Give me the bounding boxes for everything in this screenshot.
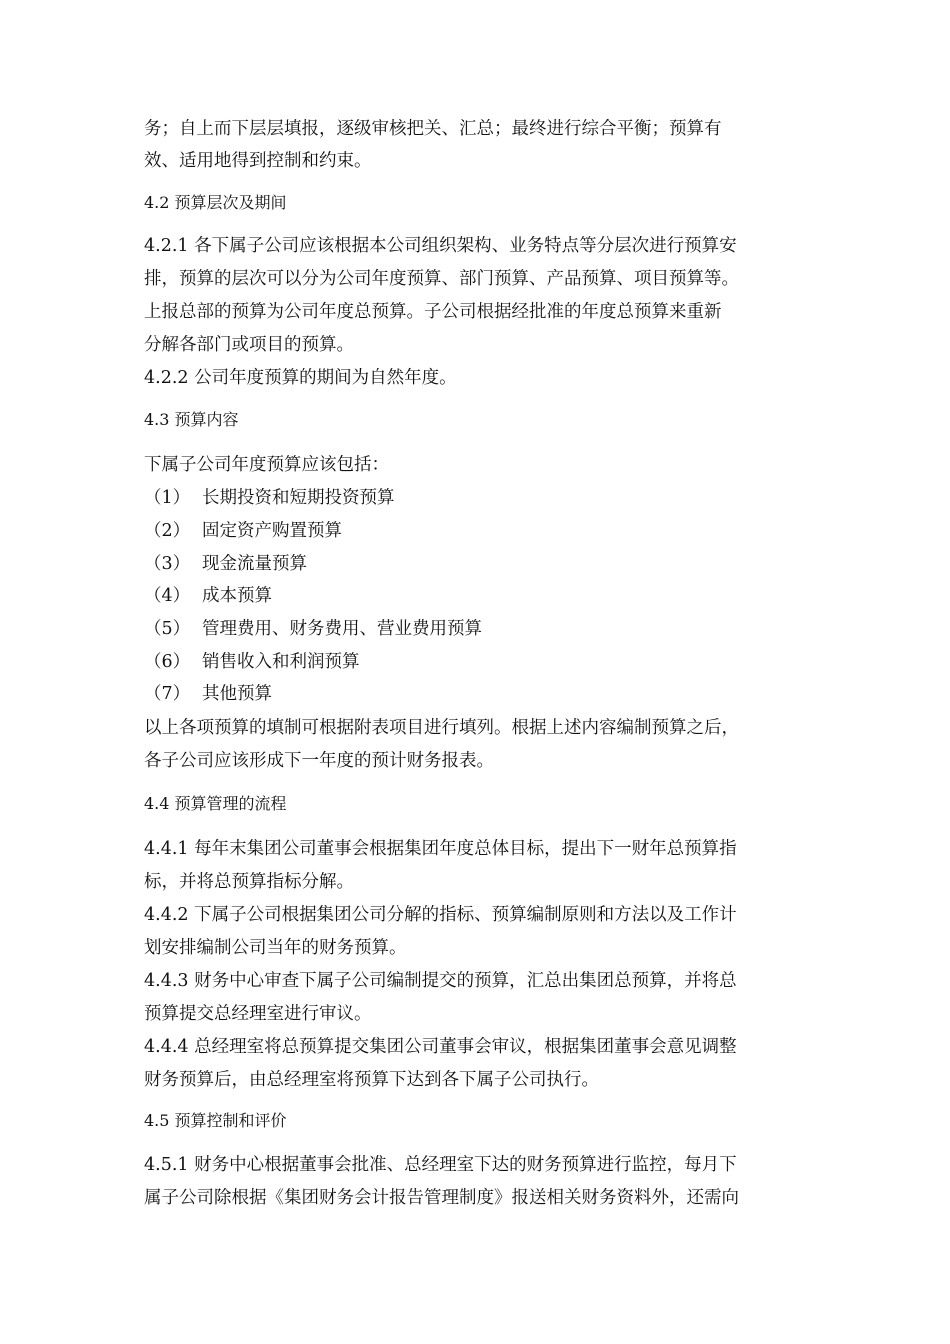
list-text: 销售收入和利润预算 [202, 652, 360, 672]
paragraph-line: 上报总部的预算为公司年度总预算。子公司根据经批准的年度总预算来重新 [144, 302, 722, 322]
list-text: 固定资产购置预算 [202, 521, 342, 541]
paragraph-line: 4.4.4 总经理室将总预算提交集团公司董事会审议，根据集团董事会意见调整 [144, 1037, 737, 1057]
list-item [144, 650, 814, 674]
list-number: （6） [144, 652, 191, 672]
paragraph-line: 4.2.2 公司年度预算的期间为自然年度。 [144, 368, 457, 388]
paragraph-line: 划安排编制公司当年的财务预算。 [144, 938, 407, 958]
list-item [144, 519, 814, 543]
paragraph-line: 4.5.1 财务中心根据董事会批准、总经理室下达的财务预算进行监控，每月下 [144, 1155, 737, 1175]
paragraph-line: 4.4.3 财务中心审查下属子公司编制提交的预算，汇总出集团总预算，并将总 [144, 971, 737, 991]
list-item [144, 486, 814, 510]
section-heading-4-4: 4.4 预算管理的流程 [144, 794, 287, 813]
section-heading-4-5: 4.5 预算控制和评价 [144, 1111, 287, 1130]
list-text: 现金流量预算 [202, 554, 307, 574]
paragraph-line: 4.4.2 下属子公司根据集团公司分解的指标、预算编制原则和方法以及工作计 [144, 905, 737, 925]
paragraph-line: 预算提交总经理室进行审议。 [144, 1004, 372, 1024]
list-item [144, 682, 814, 706]
paragraph-line: 标，并将总预算指标分解。 [144, 872, 354, 892]
section-heading-4-2: 4.2 预算层次及期间 [144, 193, 287, 212]
list-text: 其他预算 [202, 684, 272, 704]
list-text: 长期投资和短期投资预算 [202, 488, 395, 508]
paragraph-line: 务；自上而下层层填报，逐级审核把关、汇总；最终进行综合平衡；预算有 [144, 119, 722, 139]
paragraph-line: 下属子公司年度预算应该包括： [144, 455, 389, 475]
list-number: （3） [144, 554, 191, 574]
section-heading-4-3: 4.3 预算内容 [144, 410, 239, 429]
list-item [144, 552, 814, 576]
list-item [144, 617, 814, 641]
paragraph-line: 财务预算后，由总经理室将预算下达到各下属子公司执行。 [144, 1070, 599, 1090]
list-number: （2） [144, 521, 191, 541]
paragraph-line: 4.4.1 每年末集团公司董事会根据集团年度总体目标，提出下一财年总预算指 [144, 839, 737, 859]
list-item [144, 584, 814, 608]
paragraph-line: 属子公司除根据《集团财务会计报告管理制度》报送相关财务资料外，还需向 [144, 1188, 739, 1208]
paragraph-line: 分解各部门或项目的预算。 [144, 335, 354, 355]
list-number: （4） [144, 586, 191, 606]
list-number: （7） [144, 684, 191, 704]
paragraph-line: 4.2.1 各下属子公司应该根据本公司组织架构、业务特点等分层次进行预算安 [144, 236, 737, 256]
list-number: （1） [144, 488, 191, 508]
paragraph-line: 各子公司应该形成下一年度的预计财务报表。 [144, 751, 494, 771]
list-text: 管理费用、财务费用、营业费用预算 [202, 619, 482, 639]
list-text: 成本预算 [202, 586, 272, 606]
paragraph-line: 排，预算的层次可以分为公司年度预算、部门预算、产品预算、项目预算等。 [144, 269, 739, 289]
paragraph-line: 效、适用地得到控制和约束。 [144, 151, 372, 171]
paragraph-line: 以上各项预算的填制可根据附表项目进行填列。根据上述内容编制预算之后， [144, 718, 739, 738]
list-number: （5） [144, 619, 191, 639]
